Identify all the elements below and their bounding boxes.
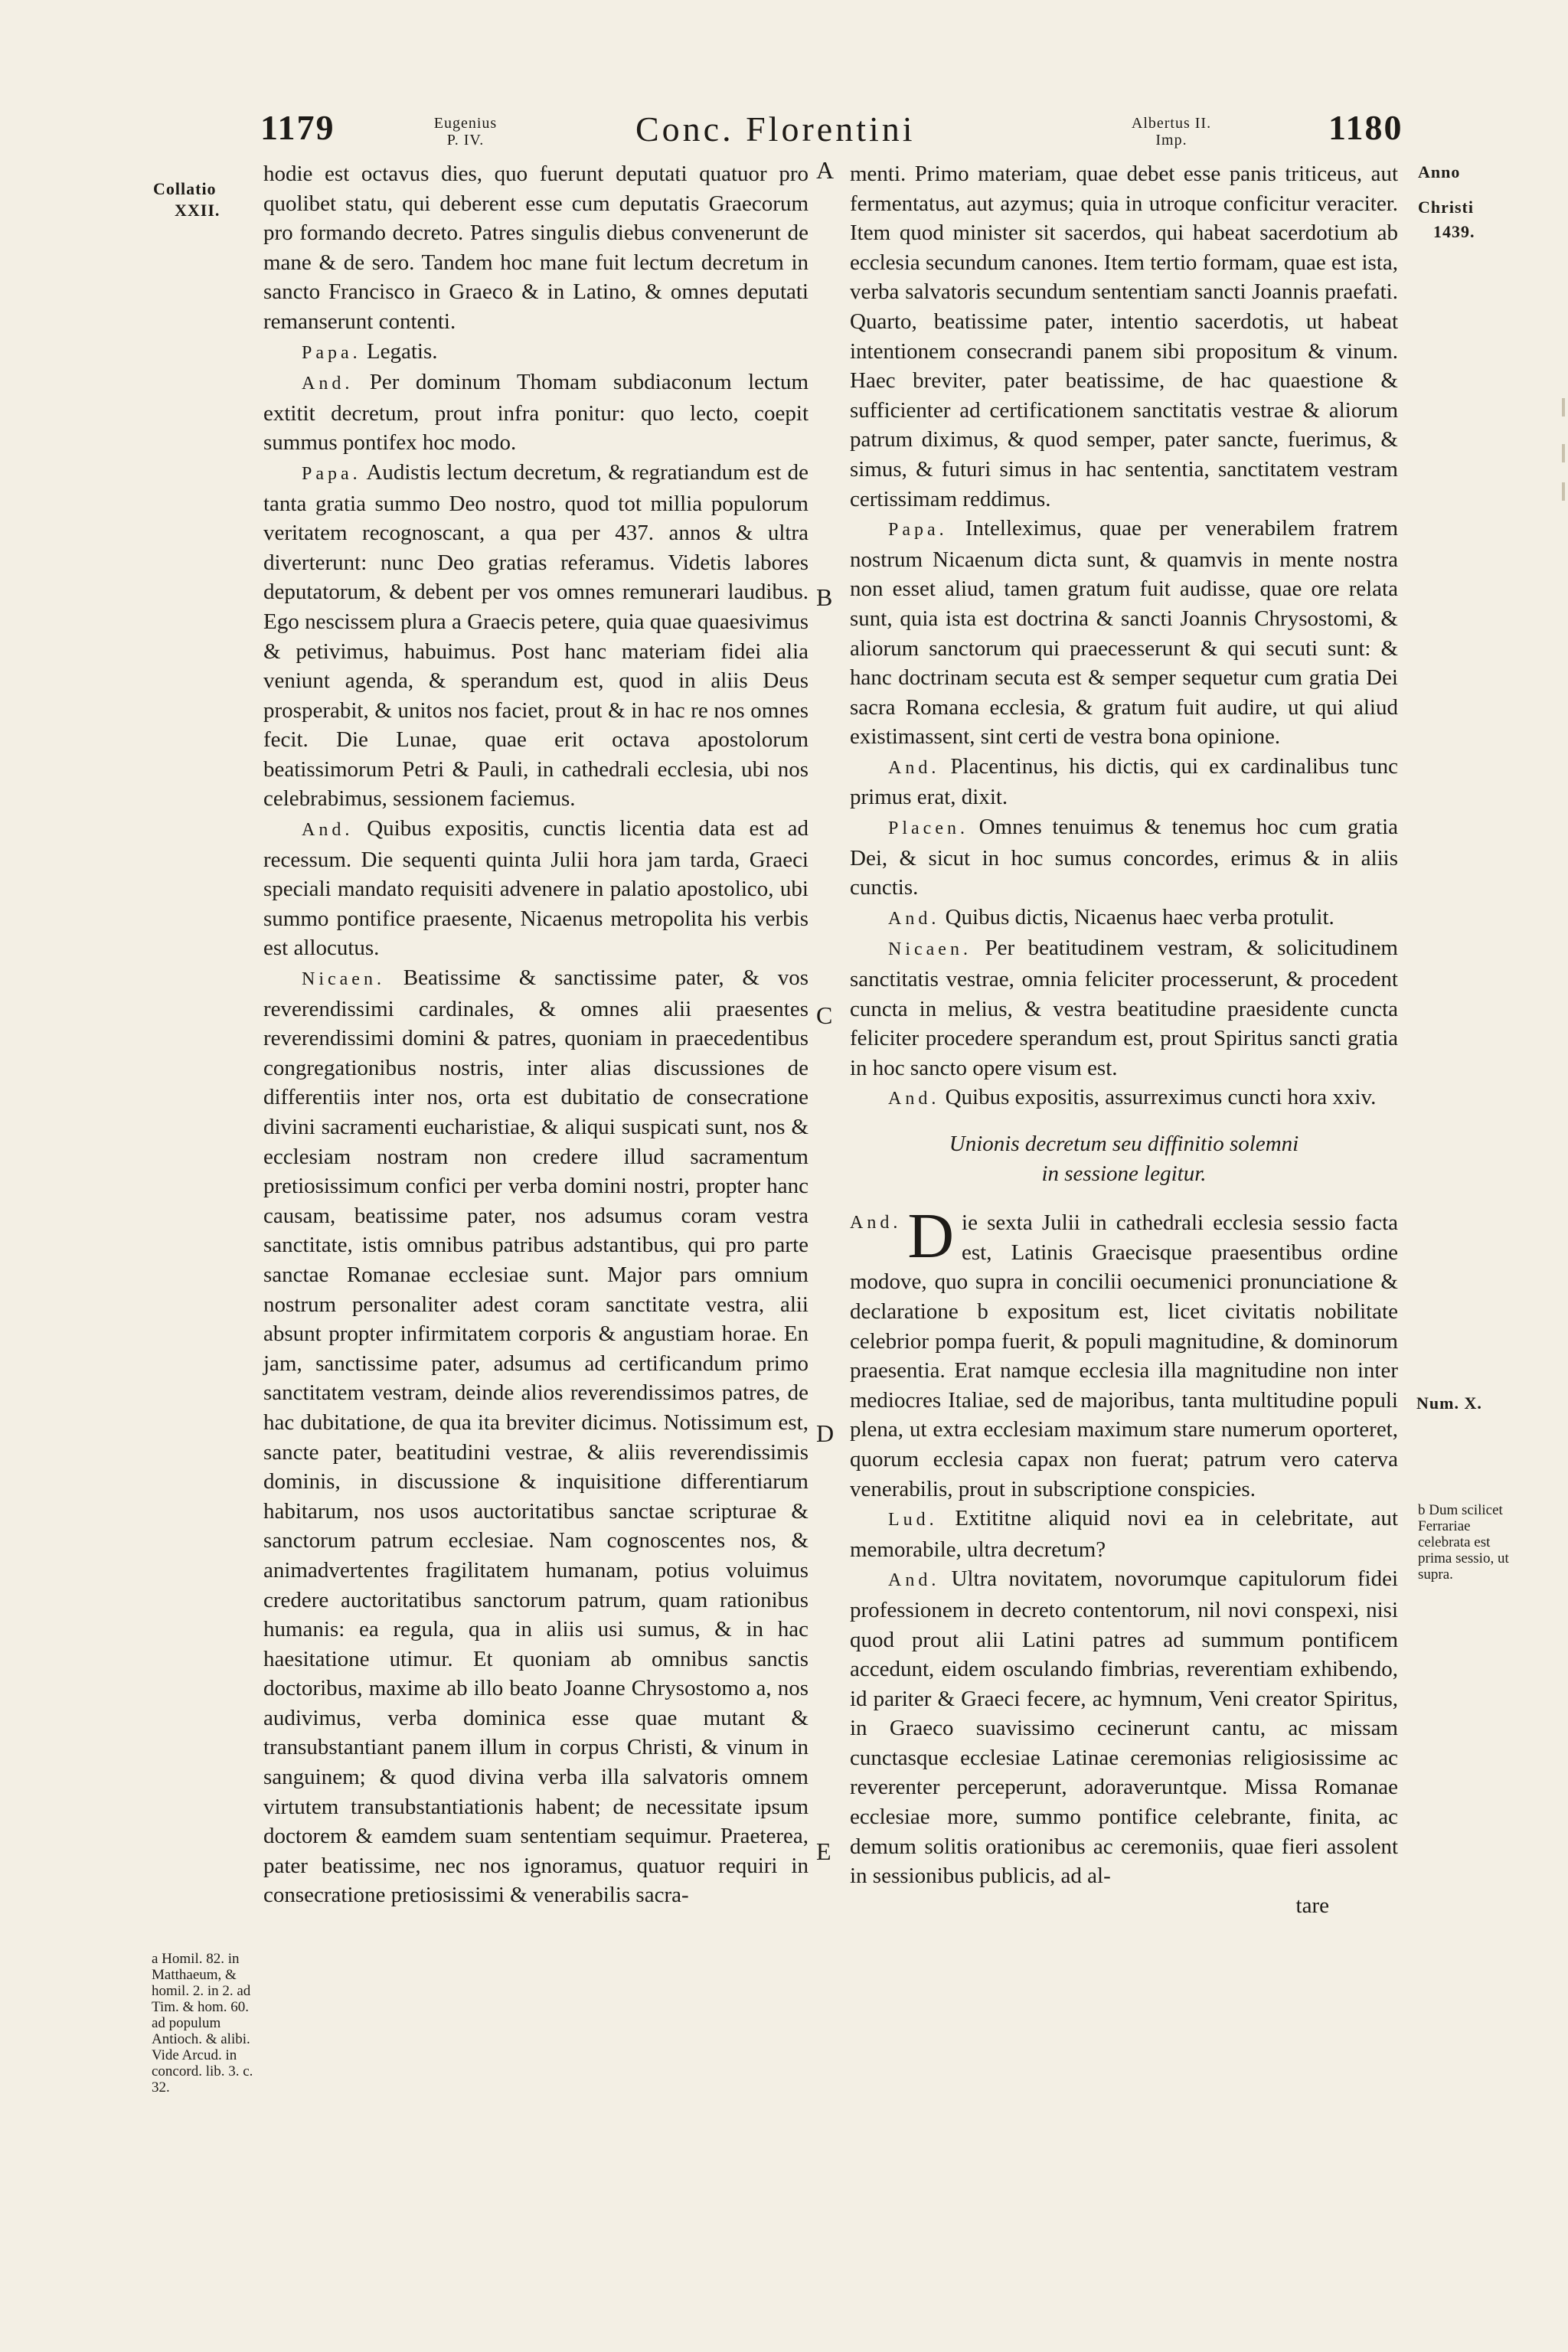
section-heading-line-2: in sessione legitur. <box>1041 1161 1207 1186</box>
right-paragraph-9 <box>850 1504 1398 1564</box>
left-paragraph-1: hodie est octavus dies, quo fuerunt deputati quatuor pro quolibet statu, qui deberent esse cum deputatis Graecorum pro formando decreto. Patres singulis diebus convenerunt de mane & de sero. Tandem hoc mane fuit lectum decretum in sancto Francisco in Graeco & in Latino, & omnes deputati remanserunt contenti. <box>263 162 808 334</box>
header-emperor-title: Imp. <box>1155 132 1187 149</box>
paragraph-text: Legatis. <box>366 338 438 364</box>
speaker-label: Papa. <box>888 520 948 541</box>
paragraph-text: Quibus dictis, Nicaenus haec verba protulit. <box>945 904 1334 929</box>
speaker-label: Placen. <box>888 818 969 839</box>
catchword: tare <box>1295 1893 1329 1918</box>
header-emperor <box>1095 115 1248 149</box>
speaker-label: And. <box>888 908 940 929</box>
section-letter-d: D <box>816 1419 835 1447</box>
left-paragraph-6 <box>263 963 808 1910</box>
paragraph-text: Intelleximus, quae per venerabilem fratrem nostrum Nicaenum dicta sunt, & quamvis in mente nostra non esset aliud, tamen gratum fuit audisse, quae ore relata sunt, quia ista est doctrina & sancti Joannis Chrysostomi, & aliorum sanctorum qui praecesserunt & qui secuti sunt: & hanc doctrinam secuta est & semper sequetur cum gratia Dei sacra Romana ecclesia, & gratum fuit audire, ut qui aliud existimassent, sint certi de vestra bona opinione. <box>850 516 1398 750</box>
drop-cap: D <box>907 1200 955 1272</box>
speaker-label: Papa. <box>302 342 361 363</box>
edge-mark <box>1562 444 1565 462</box>
speaker-label: Nicaen. <box>302 969 385 990</box>
right-paragraph-3 <box>850 752 1398 812</box>
speaker-label: Papa. <box>302 463 361 484</box>
margin-number: Num. X. <box>1416 1393 1482 1413</box>
speaker-label: Nicaen. <box>888 939 972 960</box>
speaker-label: And. <box>888 1570 940 1591</box>
margin-year: 1439. <box>1433 222 1475 241</box>
left-paragraph-2 <box>263 337 808 368</box>
margin-collatio: Collatio <box>153 179 217 198</box>
paragraph-text: Beatissime & sanctissime pater, & vos reverendissimi cardinales, & omnes alii praesentes reverendissimi domini & patres, quoniam in praecedentibus congregationibus nostris, inter alias discussiones de differentiis inter nos, orta est dubitatio de consecratione divini sacramenti eucharistiae, & aliqui suspicati sunt, nos & ecclesiam nostram non credere illud sacramentum pretiosissimum confici per verba domini nostri, propter hanc causam, beatissime pater, nos adsumus coram vestra sanctitate, istis omnibus patribus adstantibus, qui pro parte sanctae Romanae ecclesiae sunt. Major pars omnium nostrum personaliter adest coram sanctitate vestra, alii absunt propter infirmitatem corporis & angustiam horae. En jam, sanctissime pater, adsumus ad certificandum primo sanctitatem vestram, deinde alios reverendissimos patres, de hac dubitatione, de qua ita breviter dicimus. Notissimum est, sancte pater, beatitudini vestrae, & aliis reverendissimis dominis, in discussione & inquisitione differentiarum habitarum, nos usos auctoritatibus sanctae scripturae & sanctorum patrum ecclesiae. Nam cognoscentes nos, & animadvertentes fragilitatem humanam, potius voluimus credere auctoritatibus sanctorum patrum, quam rationibus humanis: ea regula, qua in aliis usi sumus, & in hac haesitatione utimur. Et quoniam ab omnibus sanctis doctoribus, maxime ab illo beato Joanne Chrysostomo a, nos audivimus, verba dominica esse quae mutant & transubstantiant panem illum in corpus Christi, & vinum in sanguinem; & quod divina verba illa salvatoris omnem virtutem transubstantiationis habent; de necessitate ipsum doctorem & eamdem suam sententiam sequimur. Praeterea, pater beatissime, nec nos ignoramus, quatuor requiri in consecratione pretiosissimi & venerabilis sacra- <box>263 965 809 1908</box>
right-paragraph-10 <box>850 1564 1398 1891</box>
right-paragraph-5 <box>850 903 1398 934</box>
speaker-label: And. <box>302 374 354 394</box>
paragraph-text: Quibus expositis, cunctis licentia data est ad recessum. Die sequenti quinta Julii hora jam tarda, Graeci speciali mandato requisiti advenere in palatio apostolico, ubi summo pontifice praesente, Nicaenus metropolita his verbis est allocutus. <box>263 816 808 961</box>
paragraph-text: ie sexta Julii in cathedrali ecclesia sessio facta est, Latinis Graecisque praesentibus ordine modove, quo supra in concilii oecumenici pronunciatione & declaratione b expositum est, licet civitatis nobilitate celebrior pompa fuerit, & populi magnitudine, & dominorum praesentia. Erat namque ecclesia illa magnitudine non inter mediocres Italiae, sed de majoribus, tanta multitudine populi plena, ut extra ecclesiam maximum stare numerum oporteret, quorum ecclesia capax non fuerat; patrum vero caterva venerabilis, prout in subscriptione conspicies. <box>850 1210 1398 1501</box>
speaker-label: And. <box>888 757 940 778</box>
speaker-label: And. <box>302 820 354 841</box>
paragraph-text: Extititne aliquid novi ea in celebritate, aut memorabile, ultra decretum? <box>850 1506 1399 1562</box>
margin-anno: Anno <box>1418 162 1461 181</box>
paragraph-text: Per dominum Thomam subdiaconum lectum extitit decretum, prout infra ponitur: quo lecto, coepit summus pontifex hoc modo. <box>263 370 809 456</box>
section-letter-e: E <box>816 1838 831 1865</box>
right-paragraph-6 <box>850 933 1398 1083</box>
section-letter-a: A <box>816 156 835 184</box>
page-number-right: 1180 <box>1328 108 1403 147</box>
right-paragraph-4 <box>850 812 1398 903</box>
section-heading-line-1: Unionis decretum seu diffinitio solemni <box>949 1132 1299 1156</box>
margin-note-b: b Dum scilicet Ferrariae celebrata est prima sessio, ut supra. <box>1418 1502 1509 1583</box>
header-pope <box>420 115 511 149</box>
section-letter-c: C <box>816 1001 833 1029</box>
speaker-label: Lud. <box>888 1510 938 1530</box>
header-emperor-name: Albertus II. <box>1131 115 1212 132</box>
right-column <box>850 159 1398 1920</box>
running-title: Conc. Florentini <box>635 109 916 149</box>
left-paragraph-5 <box>263 814 808 963</box>
header-pope-title: P. IV. <box>446 132 485 149</box>
margin-note-a: a Homil. 82. in Matthaeum, & homil. 2. in 2. ad Tim. & hom. 60. ad populum Antioch. & alibi. Vide Arcud. in concord. lib. 3. c. 32. <box>152 1951 253 2096</box>
left-paragraph-4 <box>263 458 808 814</box>
edge-mark <box>1562 398 1565 416</box>
right-paragraph-1: menti. Primo materiam, quae debet esse panis triticeus, aut fermentatus, aut azymus; quia in utroque conficitur veraciter. Item quod minister sit sacerdos, qui habeat sacerdotium ab ecclesia secundum canones. Item tertio formam, quae est ista, verba salvatoris secundum sententiam sancti Joannis praefati. Quarto, beatissime pater, intentio sacerdotis, ut habeat intentionem consecrandi panem sibi propositum & vinum. Haec breviter, pater beatissime, de hac quaestione & sufficienter ad certificationem sanctitatis vestrae & aliorum patrum diximus, & quod semper, pater sancte, fuerimus, & simus, & futuri simus in hac sententia, sanctitatem vestram certissimam reddimus. <box>850 162 1398 511</box>
edge-mark <box>1562 482 1565 501</box>
paragraph-text: Per beatitudinem vestram, & solicitudinem sanctitatis vestrae, omnia feliciter processerunt, & procedent cuncta in melius, & vestra beatitudine praesidente cuncta feliciter procedere sperandum est, prout Spiritus sancti gratia in hoc sancto opere visum est. <box>850 936 1398 1080</box>
margin-collatio-number: XXII. <box>175 201 220 220</box>
margin-christi: Christi <box>1418 198 1474 217</box>
header-pope-name: Eugenius <box>433 115 498 132</box>
paragraph-text: Ultra novitatem, novorumque capitulorum fidei professionem in decreto contentorum, nil novi conspexi, nisi quod prout alii Latini patres ad summum pontificem accedunt, eidem osculando fimbrias, reverentiam exhibendo, id pariter & Graeci fecere, ac hymnum, Veni creator Spiritus, in Graeco suavissimo cecinerunt cantu, ac missam cunctasque ecclesiae Latinae ceremonias religiosissime ac reverenter perceperunt, adoraveruntque. Missa Romanae ecclesiae more, summo pontifice celebrante, finita, ac demum solitis orationibus ac ceremoniis, quae fieri assolent in sessionibus publicis, ad al- <box>850 1566 1398 1889</box>
speaker-label: And. <box>888 1089 940 1109</box>
right-paragraph-2 <box>850 514 1398 752</box>
paragraph-text: Omnes tenuimus & tenemus hoc cum gratia Dei, & sicut in hoc sumus concordes, erimus & in aliis cunctis. <box>850 815 1398 900</box>
section-letter-b: B <box>816 583 833 611</box>
paragraph-text: Quibus expositis, assurreximus cuncti hora xxiv. <box>945 1085 1377 1110</box>
page-number-left: 1179 <box>260 108 335 147</box>
right-paragraph-8 <box>850 1200 1398 1504</box>
right-paragraph-7 <box>850 1083 1398 1114</box>
left-paragraph-3 <box>263 368 808 458</box>
paragraph-text: Audistis lectum decretum, & regratiandum est de tanta gratia summo Deo nostro, quod tot millia populorum veritatem recognoscant, a qua per 437. annos & ultra diverterunt: nunc Deo gratias referamus. Videtis labores deputatorum, & debent per vos omnes remunerari laudibus. Ego nescissem plura a Graecis petere, quia quae quaesivimus & petivimus, habuimus. Post hanc materiam fidei alia veniunt agenda, & sperandum est, quod in aliis Deus prosperabit, & unitos nos faciet, prout & in hac re nos omnes fecit. Die Lunae, quae erit octava apostolorum beatissimorum Petri & Pauli, in cathedrali ecclesia, ubi nos celebrabimus, sessionem faciemus. <box>263 459 809 812</box>
left-column <box>263 159 808 1910</box>
speaker-label: And. <box>850 1213 902 1233</box>
paragraph-text: Placentinus, his dictis, qui ex cardinalibus tunc primus erat, dixit. <box>850 753 1399 810</box>
